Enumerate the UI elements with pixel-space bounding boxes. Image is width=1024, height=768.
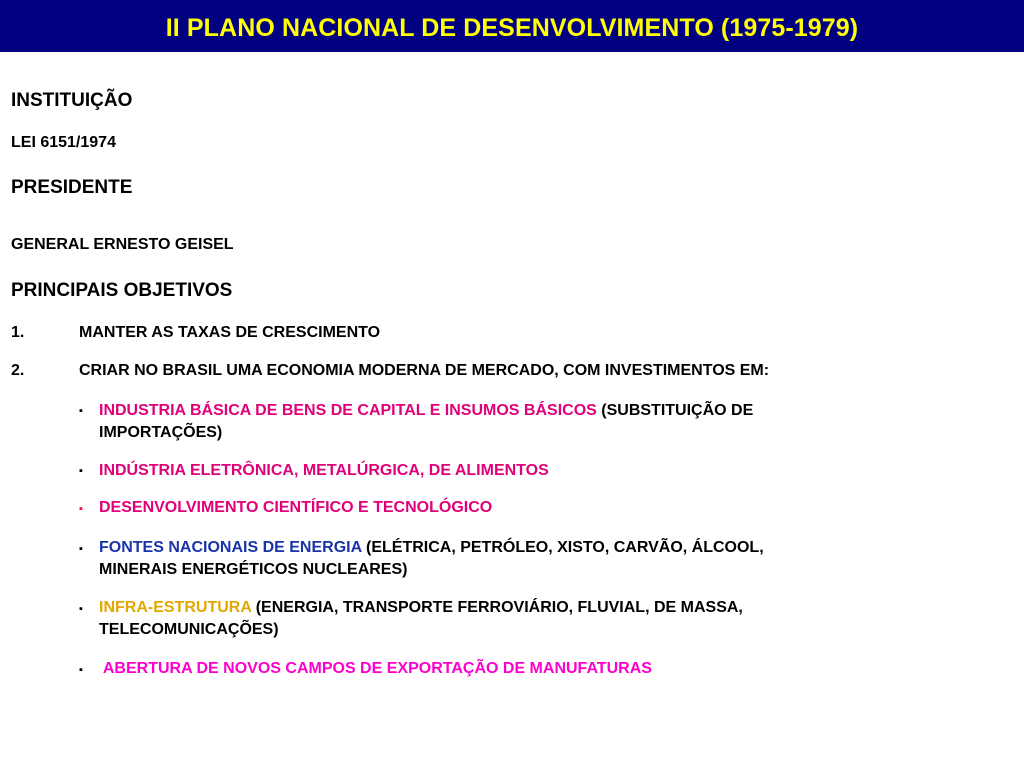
- bullet-detail-continued: MINERAIS ENERGÉTICOS NUCLEARES): [99, 561, 408, 578]
- objective-text: MANTER AS TAXAS DE CRESCIMENTO: [79, 324, 381, 341]
- bullet-marker: ▪: [79, 405, 83, 417]
- objetivos-heading: PRINCIPAIS OBJETIVOS: [11, 280, 233, 301]
- objective-number: 1.: [11, 324, 25, 341]
- bullet-marker: ▪: [79, 664, 83, 676]
- bullet-marker: ▪: [79, 543, 83, 555]
- bullet-detail: (ELÉTRICA, PETRÓLEO, XISTO, CARVÃO, ÁLCOOL,: [361, 539, 764, 556]
- presidente-heading: PRESIDENTE: [11, 177, 133, 198]
- objective-text: CRIAR NO BRASIL UMA ECONOMIA MODERNA DE MERCADO, COM INVESTIMENTOS EM:: [79, 362, 770, 379]
- bullet-highlight: DESENVOLVIMENTO CIENTÍFICO E TECNOLÓGICO: [99, 499, 493, 516]
- bullet-highlight: ABERTURA DE NOVOS CAMPOS DE EXPORTAÇÃO DE MANUFATURAS: [99, 660, 652, 677]
- bullet-detail-continued: TELECOMUNICAÇÕES): [99, 621, 279, 638]
- bullet-highlight: INDUSTRIA BÁSICA DE BENS DE CAPITAL E INSUMOS BÁSICOS: [99, 402, 597, 419]
- instituicao-heading: INSTITUIÇÃO: [11, 90, 133, 111]
- bullet-detail: (ENERGIA, TRANSPORTE FERROVIÁRIO, FLUVIAL, DE MASSA,: [251, 599, 743, 616]
- bullet-marker: ▪: [79, 603, 83, 615]
- bullet-marker: ▪: [79, 465, 83, 477]
- bullet-highlight: INDÚSTRIA ELETRÔNICA, METALÚRGICA, DE ALIMENTOS: [99, 462, 549, 479]
- bullet-highlight: INFRA-ESTRUTURA: [99, 599, 252, 616]
- bullet-marker: ▪: [79, 503, 83, 515]
- instituicao-value: LEI 6151/1974: [11, 134, 116, 151]
- presidente-value: GENERAL ERNESTO GEISEL: [11, 236, 234, 253]
- bullet-highlight: FONTES NACIONAIS DE ENERGIA: [99, 539, 362, 556]
- bullet-detail-continued: IMPORTAÇÕES): [99, 424, 223, 441]
- objective-number: 2.: [11, 362, 25, 379]
- slide-title: II PLANO NACIONAL DE DESENVOLVIMENTO (1975-1979): [0, 0, 1024, 52]
- bullet-detail: (SUBSTITUIÇÃO DE: [596, 402, 754, 419]
